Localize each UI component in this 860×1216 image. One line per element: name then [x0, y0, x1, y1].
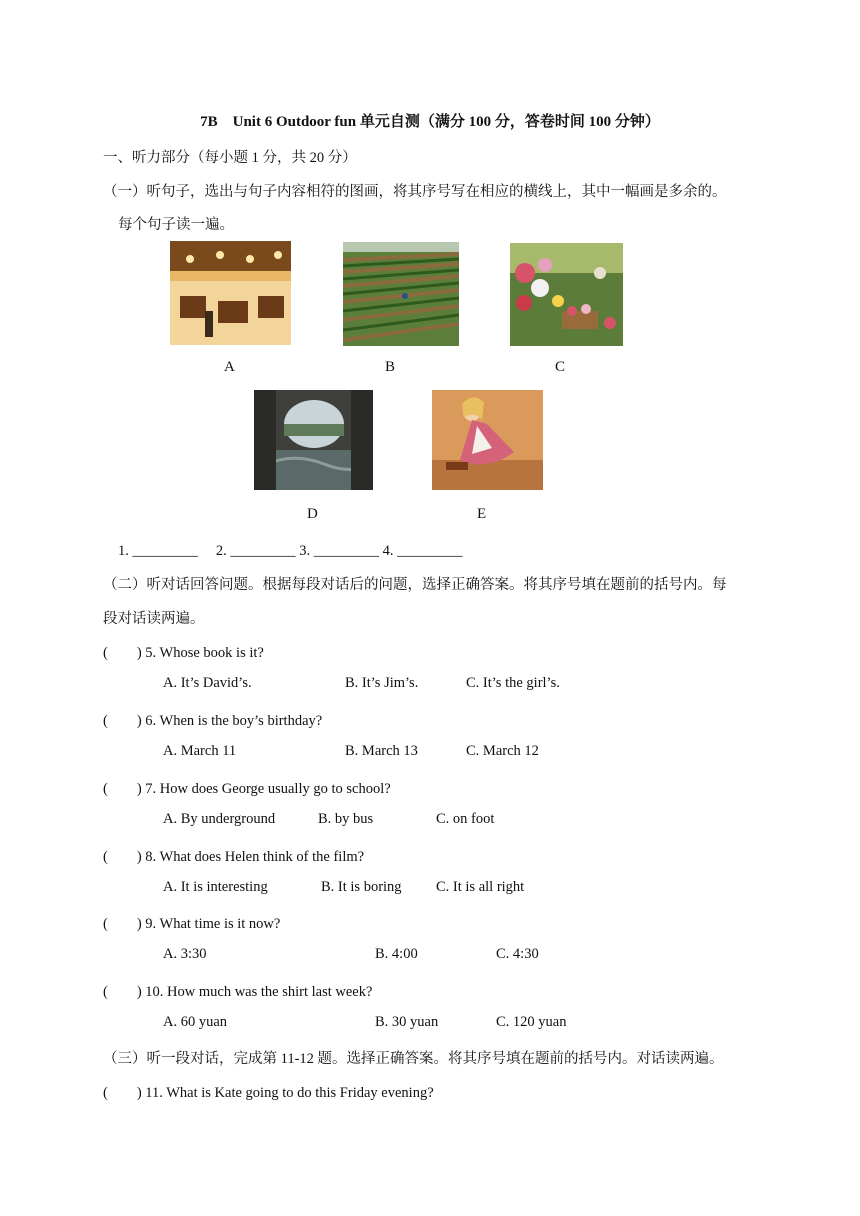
q9-option-a: A. 3:30	[163, 946, 207, 962]
q5-option-a: A. It’s David’s.	[163, 675, 252, 691]
alice-girl-illustration	[432, 390, 543, 490]
q6-option-b: B. March 13	[345, 743, 418, 759]
section3-instruction: （三）听一段对话，完成第 11-12 题。选择正确答案。将其序号填在题前的括号内。对话读两遍。	[103, 1051, 724, 1067]
q8-option-c: C. It is all right	[436, 879, 525, 895]
page-title: 7B Unit 6 Outdoor fun 单元自测（满分 100 分，答卷时间 100 分钟）	[200, 114, 660, 130]
q7-option-c: C. on foot	[436, 811, 495, 827]
q5-option-c: C. It’s the girl’s.	[466, 675, 560, 691]
section1-instruction-cont: 每个句子读一遍。	[118, 217, 234, 233]
picture-label-a: A	[224, 359, 235, 375]
question-10: ( ) 10. How much was the shirt last week?	[103, 984, 373, 1000]
q8-option-a: A. It is interesting	[163, 879, 268, 895]
question-6: ( ) 6. When is the boy’s birthday?	[103, 713, 323, 729]
q6-option-a: A. March 11	[163, 743, 237, 759]
question-9: ( ) 9. What time is it now?	[103, 916, 281, 932]
q9-option-c: C. 4:30	[496, 946, 539, 962]
answer-blanks: 1. _________ 2. _________ 3. _________ 4. _________	[118, 543, 463, 559]
flower-garden-painting	[510, 243, 623, 346]
question-8: ( ) 8. What does Helen think of the film?	[103, 849, 365, 865]
q7-option-b: B. by bus	[318, 811, 374, 827]
q10-option-b: B. 30 yuan	[375, 1014, 439, 1030]
picture-label-b: B	[385, 359, 396, 375]
section2-instruction-cont: 段对话读两遍。	[103, 611, 205, 627]
q6-option-c: C. March 12	[466, 743, 539, 759]
question-7: ( ) 7. How does George usually go to school?	[103, 781, 391, 797]
question-5: ( ) 5. Whose book is it?	[103, 645, 264, 661]
picture-label-d: D	[307, 506, 318, 522]
q5-option-b: B. It’s Jim’s.	[345, 675, 419, 691]
q9-option-b: B. 4:00	[375, 946, 418, 962]
field-crops-photo	[343, 242, 459, 346]
section-heading-listening: 一、听力部分（每小题 1 分，共 20 分）	[103, 150, 357, 166]
picture-label-c: C	[555, 359, 566, 375]
section2-instruction: （二）听对话回答问题。根据每段对话后的问题，选择正确答案。将其序号填在题前的括号内。每	[103, 577, 727, 593]
picture-label-e: E	[477, 506, 487, 522]
q10-option-c: C. 120 yuan	[496, 1014, 567, 1030]
q8-option-b: B. It is boring	[321, 879, 402, 895]
section1-instruction: （一）听句子，选出与句子内容相符的图画，将其序号写在相应的横线上，其中一幅画是多余的。	[103, 184, 727, 200]
question-11: ( ) 11. What is Kate going to do this Friday evening?	[103, 1085, 434, 1101]
q10-option-a: A. 60 yuan	[163, 1014, 228, 1030]
q7-option-a: A. By underground	[163, 811, 276, 827]
restaurant-interior-photo	[170, 241, 291, 345]
cave-lake-photo	[254, 390, 373, 490]
